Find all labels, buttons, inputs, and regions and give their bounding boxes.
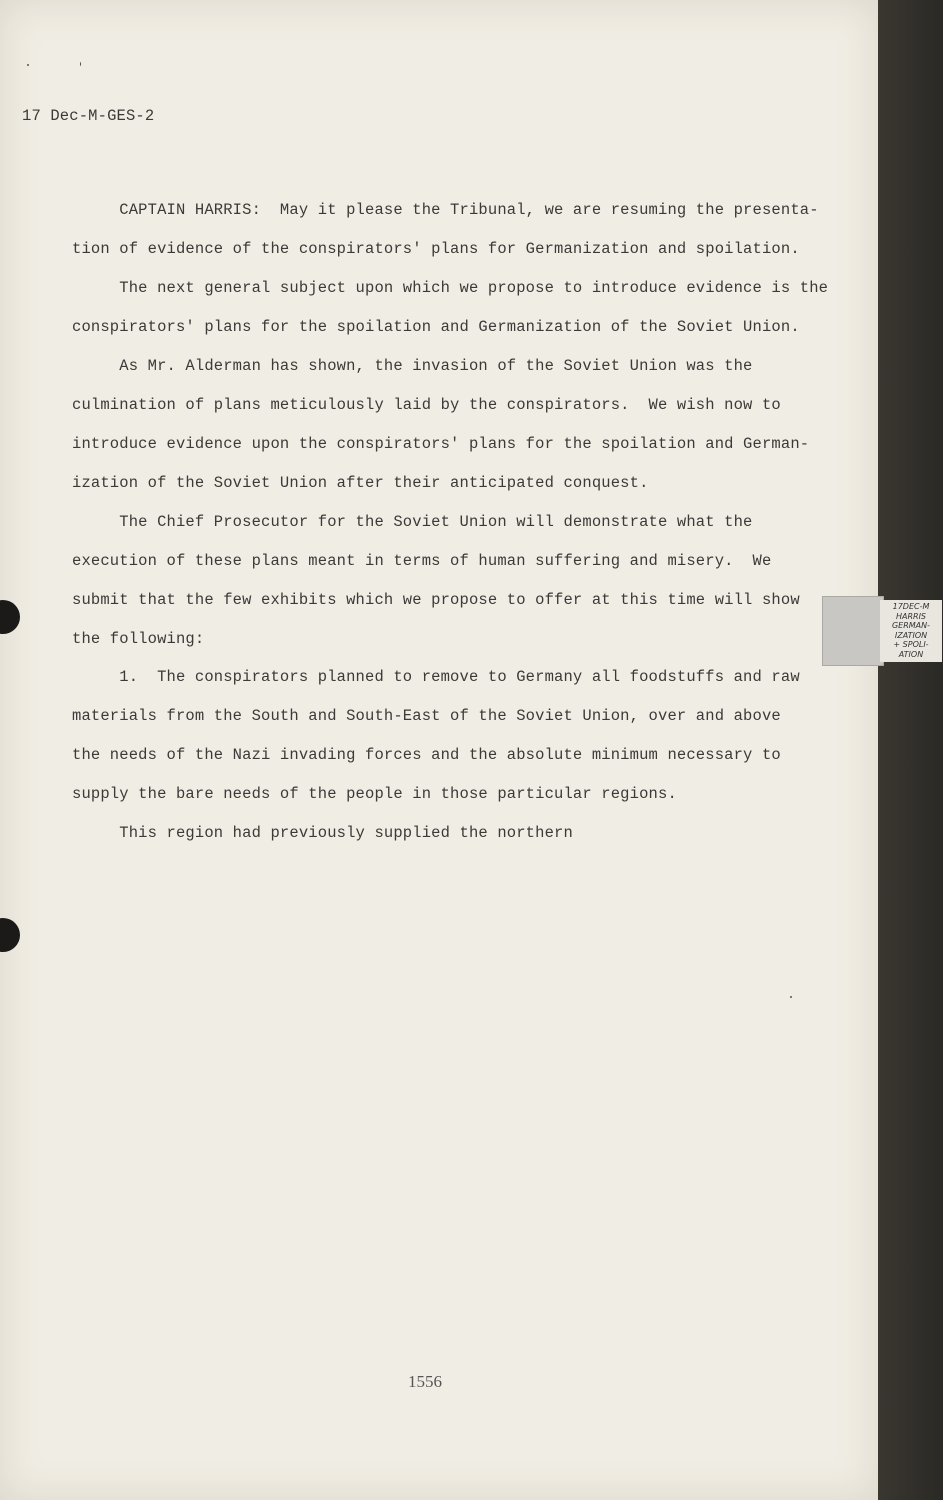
text-line: supply the bare needs of the people in those particular regions. xyxy=(72,785,677,803)
text-line: culmination of plans meticulously laid by the conspirators. We wish now to xyxy=(72,396,781,414)
text-line: This region had previously supplied the northern xyxy=(72,824,573,842)
text-line: tion of evidence of the conspirators' plans for Germanization and spoilation. xyxy=(72,240,800,258)
text-line: introduce evidence upon the conspirators' plans for the spoilation and German- xyxy=(72,435,810,453)
text-line: the following: xyxy=(72,630,205,648)
page-number: 1556 xyxy=(408,1372,442,1391)
text-line: CAPTAIN HARRIS: May it please the Tribunal, we are resuming the presenta- xyxy=(72,201,819,219)
text-line: 1. The conspirators planned to remove to Germany all foodstuffs and raw xyxy=(72,668,800,686)
ink-speck xyxy=(80,62,81,66)
ink-speck xyxy=(790,996,792,998)
document-code: 17 Dec-M-GES-2 xyxy=(22,107,155,125)
text-line: The Chief Prosecutor for the Soviet Union will demonstrate what the xyxy=(72,513,753,531)
index-tab xyxy=(822,596,884,666)
text-line: submit that the few exhibits which we propose to offer at this time will show xyxy=(72,591,800,609)
text-line: conspirators' plans for the spoilation and Germanization of the Soviet Union. xyxy=(72,318,800,336)
text-line: execution of these plans meant in terms of human suffering and misery. We xyxy=(72,552,772,570)
text-line: ization of the Soviet Union after their anticipated conquest. xyxy=(72,474,649,492)
text-line: the needs of the Nazi invading forces and the absolute minimum necessary to xyxy=(72,746,781,764)
ink-speck xyxy=(27,64,29,66)
text-line: The next general subject upon which we propose to introduce evidence is the xyxy=(72,279,829,297)
text-line: As Mr. Alderman has shown, the invasion of the Soviet Union was the xyxy=(72,357,753,375)
text-line: materials from the South and South-East of the Soviet Union, over and above xyxy=(72,707,781,725)
punch-hole-upper xyxy=(0,600,20,634)
index-tab-label: 17DEC-M HARRIS GERMAN- IZATION + SPOLI- ATION xyxy=(880,600,942,662)
scan-background-edge xyxy=(878,0,943,1500)
punch-hole-lower xyxy=(0,918,20,952)
